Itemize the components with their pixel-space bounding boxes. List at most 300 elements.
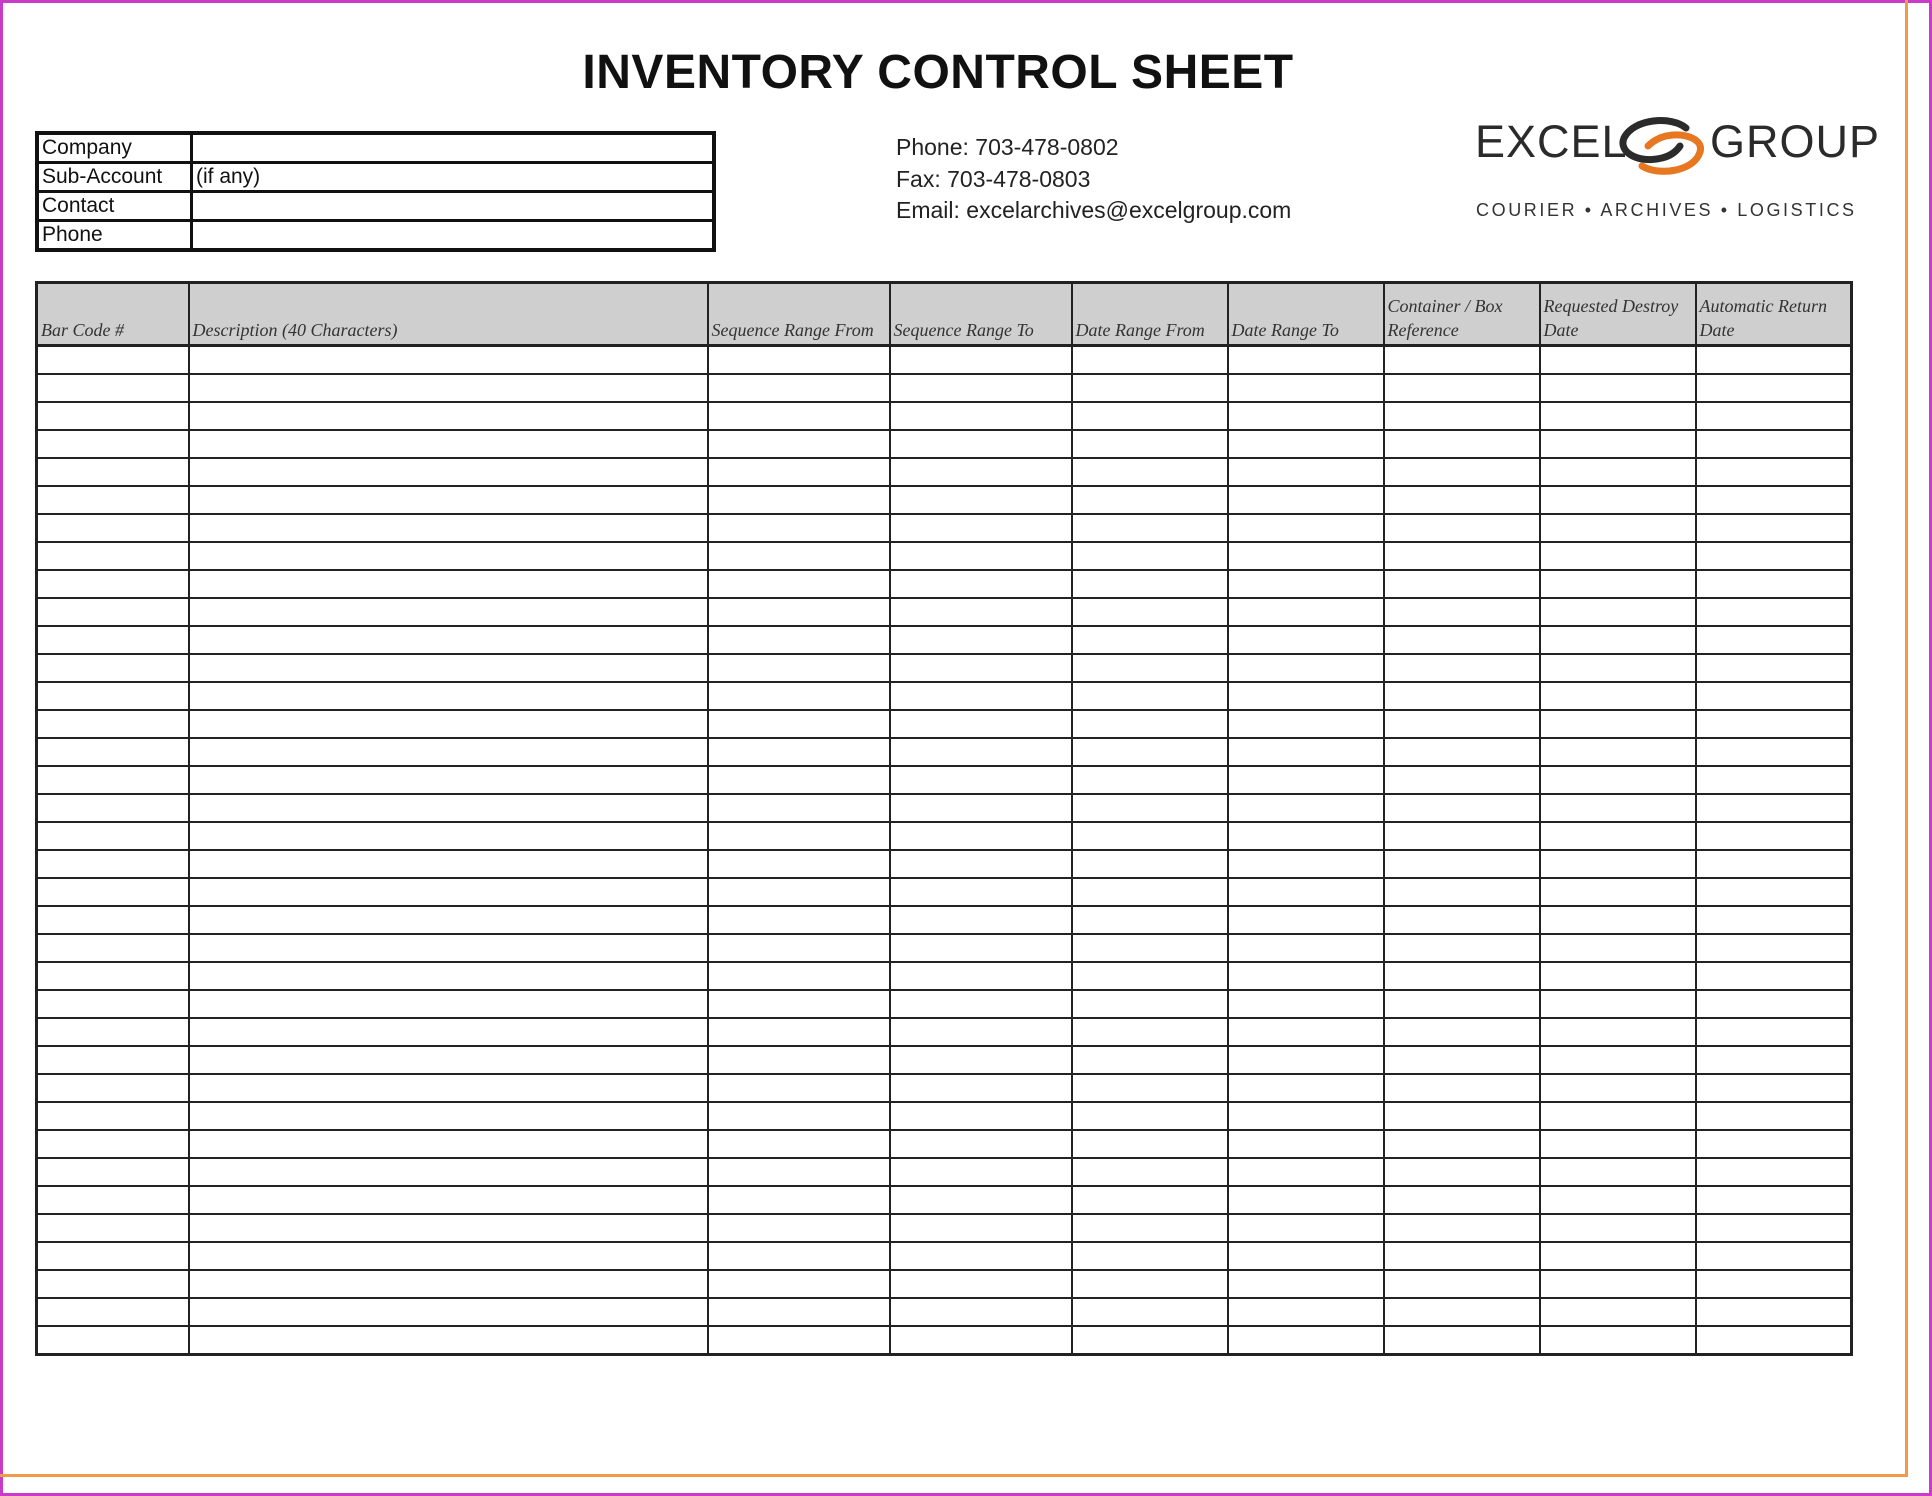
table-cell[interactable]: [37, 766, 189, 794]
table-cell[interactable]: [1228, 962, 1384, 990]
table-cell[interactable]: [708, 542, 890, 570]
table-cell[interactable]: [1228, 1242, 1384, 1270]
table-cell[interactable]: [189, 514, 708, 542]
table-cell[interactable]: [37, 878, 189, 906]
table-cell[interactable]: [189, 374, 708, 402]
table-cell[interactable]: [890, 934, 1072, 962]
table-cell[interactable]: [890, 1214, 1072, 1242]
table-cell[interactable]: [1228, 1298, 1384, 1326]
table-cell[interactable]: [708, 514, 890, 542]
table-cell[interactable]: [189, 1018, 708, 1046]
table-cell[interactable]: [708, 1214, 890, 1242]
table-cell[interactable]: [1384, 738, 1540, 766]
table-cell[interactable]: [1540, 374, 1696, 402]
table-cell[interactable]: [1384, 346, 1540, 375]
table-cell[interactable]: [1696, 598, 1852, 626]
table-cell[interactable]: [708, 458, 890, 486]
table-cell[interactable]: [1228, 766, 1384, 794]
table-cell[interactable]: [37, 570, 189, 598]
table-cell[interactable]: [37, 1130, 189, 1158]
table-cell[interactable]: [1384, 654, 1540, 682]
table-cell[interactable]: [1696, 682, 1852, 710]
table-cell[interactable]: [1384, 626, 1540, 654]
table-cell[interactable]: [1696, 1046, 1852, 1074]
table-cell[interactable]: [1540, 626, 1696, 654]
table-cell[interactable]: [890, 542, 1072, 570]
table-cell[interactable]: [37, 794, 189, 822]
table-cell[interactable]: [1072, 1298, 1228, 1326]
table-cell[interactable]: [708, 962, 890, 990]
table-cell[interactable]: [890, 682, 1072, 710]
table-cell[interactable]: [1540, 850, 1696, 878]
table-cell[interactable]: [37, 934, 189, 962]
table-cell[interactable]: [37, 1214, 189, 1242]
table-cell[interactable]: [1540, 514, 1696, 542]
table-cell[interactable]: [890, 514, 1072, 542]
table-cell[interactable]: [1072, 1214, 1228, 1242]
table-cell[interactable]: [1384, 1074, 1540, 1102]
table-cell[interactable]: [37, 542, 189, 570]
table-cell[interactable]: [890, 402, 1072, 430]
table-cell[interactable]: [1540, 598, 1696, 626]
table-cell[interactable]: [1228, 1158, 1384, 1186]
table-cell[interactable]: [1696, 374, 1852, 402]
table-cell[interactable]: [890, 486, 1072, 514]
company-field[interactable]: [192, 133, 715, 163]
table-cell[interactable]: [1072, 514, 1228, 542]
table-cell[interactable]: [1072, 738, 1228, 766]
table-cell[interactable]: [708, 430, 890, 458]
table-cell[interactable]: [1228, 514, 1384, 542]
table-cell[interactable]: [1540, 962, 1696, 990]
table-cell[interactable]: [37, 710, 189, 738]
table-cell[interactable]: [37, 430, 189, 458]
table-cell[interactable]: [189, 486, 708, 514]
table-cell[interactable]: [189, 1186, 708, 1214]
table-cell[interactable]: [189, 850, 708, 878]
table-cell[interactable]: [1384, 1130, 1540, 1158]
table-cell[interactable]: [890, 1018, 1072, 1046]
table-cell[interactable]: [1072, 1242, 1228, 1270]
table-cell[interactable]: [1072, 374, 1228, 402]
table-cell[interactable]: [1072, 626, 1228, 654]
contact-field[interactable]: [192, 192, 715, 221]
table-cell[interactable]: [1228, 850, 1384, 878]
table-cell[interactable]: [37, 654, 189, 682]
table-cell[interactable]: [37, 1018, 189, 1046]
table-cell[interactable]: [189, 654, 708, 682]
table-cell[interactable]: [1696, 1102, 1852, 1130]
table-cell[interactable]: [37, 962, 189, 990]
table-cell[interactable]: [708, 626, 890, 654]
table-cell[interactable]: [1540, 1186, 1696, 1214]
table-cell[interactable]: [1696, 990, 1852, 1018]
table-cell[interactable]: [890, 570, 1072, 598]
table-cell[interactable]: [1540, 822, 1696, 850]
table-cell[interactable]: [890, 1130, 1072, 1158]
table-cell[interactable]: [1384, 1158, 1540, 1186]
table-cell[interactable]: [1072, 1130, 1228, 1158]
table-cell[interactable]: [37, 514, 189, 542]
table-cell[interactable]: [708, 682, 890, 710]
table-cell[interactable]: [1384, 570, 1540, 598]
table-cell[interactable]: [708, 850, 890, 878]
table-cell[interactable]: [189, 1102, 708, 1130]
table-cell[interactable]: [1228, 1046, 1384, 1074]
table-cell[interactable]: [1696, 1270, 1852, 1298]
table-cell[interactable]: [1696, 962, 1852, 990]
table-cell[interactable]: [189, 822, 708, 850]
table-cell[interactable]: [1072, 878, 1228, 906]
table-cell[interactable]: [189, 1270, 708, 1298]
table-cell[interactable]: [890, 766, 1072, 794]
table-cell[interactable]: [1540, 1074, 1696, 1102]
table-cell[interactable]: [1384, 1242, 1540, 1270]
table-cell[interactable]: [1696, 402, 1852, 430]
table-cell[interactable]: [189, 402, 708, 430]
table-cell[interactable]: [890, 1270, 1072, 1298]
table-cell[interactable]: [1228, 1270, 1384, 1298]
table-cell[interactable]: [1228, 738, 1384, 766]
table-cell[interactable]: [37, 374, 189, 402]
table-cell[interactable]: [1072, 346, 1228, 375]
table-cell[interactable]: [890, 1046, 1072, 1074]
table-cell[interactable]: [189, 766, 708, 794]
table-cell[interactable]: [1540, 906, 1696, 934]
table-cell[interactable]: [1696, 850, 1852, 878]
table-cell[interactable]: [1072, 1102, 1228, 1130]
table-cell[interactable]: [1228, 794, 1384, 822]
table-cell[interactable]: [708, 906, 890, 934]
table-cell[interactable]: [37, 346, 189, 375]
table-cell[interactable]: [890, 458, 1072, 486]
table-cell[interactable]: [1696, 1018, 1852, 1046]
table-cell[interactable]: [1384, 682, 1540, 710]
table-cell[interactable]: [1384, 402, 1540, 430]
table-cell[interactable]: [1540, 1326, 1696, 1355]
table-cell[interactable]: [1540, 1270, 1696, 1298]
table-cell[interactable]: [1384, 850, 1540, 878]
table-cell[interactable]: [1228, 682, 1384, 710]
table-cell[interactable]: [1228, 1186, 1384, 1214]
table-cell[interactable]: [37, 990, 189, 1018]
table-cell[interactable]: [1384, 990, 1540, 1018]
table-cell[interactable]: [189, 570, 708, 598]
phone-field[interactable]: [192, 221, 715, 251]
table-cell[interactable]: [189, 794, 708, 822]
table-cell[interactable]: [1072, 850, 1228, 878]
table-cell[interactable]: [189, 962, 708, 990]
table-cell[interactable]: [890, 1158, 1072, 1186]
table-cell[interactable]: [1072, 906, 1228, 934]
table-cell[interactable]: [1228, 486, 1384, 514]
table-cell[interactable]: [890, 654, 1072, 682]
table-cell[interactable]: [1696, 1158, 1852, 1186]
table-cell[interactable]: [1696, 1326, 1852, 1355]
table-cell[interactable]: [1540, 682, 1696, 710]
table-cell[interactable]: [189, 906, 708, 934]
table-cell[interactable]: [1228, 346, 1384, 375]
table-cell[interactable]: [1696, 570, 1852, 598]
table-cell[interactable]: [37, 598, 189, 626]
table-cell[interactable]: [708, 570, 890, 598]
table-cell[interactable]: [890, 962, 1072, 990]
table-cell[interactable]: [189, 1298, 708, 1326]
table-cell[interactable]: [1228, 1102, 1384, 1130]
table-cell[interactable]: [1072, 1046, 1228, 1074]
table-cell[interactable]: [189, 346, 708, 375]
table-cell[interactable]: [37, 906, 189, 934]
table-cell[interactable]: [37, 626, 189, 654]
table-cell[interactable]: [890, 794, 1072, 822]
table-cell[interactable]: [1072, 1074, 1228, 1102]
table-cell[interactable]: [890, 1326, 1072, 1355]
table-cell[interactable]: [708, 1270, 890, 1298]
table-cell[interactable]: [1540, 402, 1696, 430]
table-cell[interactable]: [1696, 654, 1852, 682]
table-cell[interactable]: [1696, 486, 1852, 514]
table-cell[interactable]: [708, 1130, 890, 1158]
table-cell[interactable]: [189, 626, 708, 654]
table-cell[interactable]: [1228, 626, 1384, 654]
table-cell[interactable]: [1540, 1046, 1696, 1074]
table-cell[interactable]: [1696, 1130, 1852, 1158]
table-cell[interactable]: [189, 1326, 708, 1355]
table-cell[interactable]: [1384, 542, 1540, 570]
table-cell[interactable]: [37, 738, 189, 766]
table-cell[interactable]: [1072, 934, 1228, 962]
table-cell[interactable]: [1696, 1298, 1852, 1326]
table-cell[interactable]: [1384, 822, 1540, 850]
table-cell[interactable]: [37, 850, 189, 878]
table-cell[interactable]: [189, 710, 708, 738]
table-cell[interactable]: [1540, 766, 1696, 794]
table-cell[interactable]: [1072, 402, 1228, 430]
table-cell[interactable]: [1384, 374, 1540, 402]
table-cell[interactable]: [708, 710, 890, 738]
table-cell[interactable]: [189, 682, 708, 710]
table-cell[interactable]: [1072, 682, 1228, 710]
table-cell[interactable]: [1072, 486, 1228, 514]
table-cell[interactable]: [1228, 1074, 1384, 1102]
table-cell[interactable]: [1540, 1130, 1696, 1158]
table-cell[interactable]: [708, 374, 890, 402]
table-cell[interactable]: [189, 598, 708, 626]
table-cell[interactable]: [708, 1186, 890, 1214]
table-cell[interactable]: [1228, 1326, 1384, 1355]
table-cell[interactable]: [1384, 878, 1540, 906]
table-cell[interactable]: [37, 1270, 189, 1298]
table-cell[interactable]: [1072, 1158, 1228, 1186]
table-cell[interactable]: [708, 1074, 890, 1102]
table-cell[interactable]: [1228, 430, 1384, 458]
table-cell[interactable]: [1072, 794, 1228, 822]
table-cell[interactable]: [1540, 570, 1696, 598]
table-cell[interactable]: [1228, 654, 1384, 682]
table-cell[interactable]: [890, 878, 1072, 906]
table-cell[interactable]: [1540, 1018, 1696, 1046]
table-cell[interactable]: [1696, 906, 1852, 934]
table-cell[interactable]: [189, 430, 708, 458]
table-cell[interactable]: [37, 682, 189, 710]
table-cell[interactable]: [37, 1242, 189, 1270]
table-cell[interactable]: [890, 1186, 1072, 1214]
table-cell[interactable]: [1540, 654, 1696, 682]
table-cell[interactable]: [708, 794, 890, 822]
table-cell[interactable]: [890, 626, 1072, 654]
table-cell[interactable]: [1072, 1270, 1228, 1298]
table-cell[interactable]: [708, 1298, 890, 1326]
table-cell[interactable]: [1384, 1214, 1540, 1242]
table-cell[interactable]: [1696, 542, 1852, 570]
table-cell[interactable]: [1696, 1074, 1852, 1102]
table-cell[interactable]: [1072, 1326, 1228, 1355]
table-cell[interactable]: [890, 990, 1072, 1018]
table-cell[interactable]: [189, 1214, 708, 1242]
table-cell[interactable]: [890, 822, 1072, 850]
table-cell[interactable]: [1384, 934, 1540, 962]
table-cell[interactable]: [189, 458, 708, 486]
table-cell[interactable]: [1696, 794, 1852, 822]
table-cell[interactable]: [1540, 1242, 1696, 1270]
table-cell[interactable]: [1384, 1102, 1540, 1130]
table-cell[interactable]: [708, 654, 890, 682]
table-cell[interactable]: [1540, 1298, 1696, 1326]
table-cell[interactable]: [1228, 1214, 1384, 1242]
table-cell[interactable]: [890, 710, 1072, 738]
table-cell[interactable]: [1540, 1214, 1696, 1242]
table-cell[interactable]: [1228, 598, 1384, 626]
table-cell[interactable]: [189, 1046, 708, 1074]
table-cell[interactable]: [890, 430, 1072, 458]
table-cell[interactable]: [1696, 430, 1852, 458]
table-cell[interactable]: [1384, 766, 1540, 794]
table-cell[interactable]: [1696, 738, 1852, 766]
table-cell[interactable]: [189, 1242, 708, 1270]
table-cell[interactable]: [890, 906, 1072, 934]
table-cell[interactable]: [1696, 514, 1852, 542]
table-cell[interactable]: [1072, 458, 1228, 486]
table-cell[interactable]: [1072, 710, 1228, 738]
table-cell[interactable]: [37, 402, 189, 430]
table-cell[interactable]: [1228, 542, 1384, 570]
table-cell[interactable]: [1228, 822, 1384, 850]
table-cell[interactable]: [708, 402, 890, 430]
table-cell[interactable]: [708, 822, 890, 850]
table-cell[interactable]: [189, 878, 708, 906]
table-cell[interactable]: [1384, 1186, 1540, 1214]
table-cell[interactable]: [1696, 710, 1852, 738]
table-cell[interactable]: [1540, 486, 1696, 514]
table-cell[interactable]: [1384, 514, 1540, 542]
table-cell[interactable]: [708, 486, 890, 514]
table-cell[interactable]: [1384, 710, 1540, 738]
table-cell[interactable]: [1540, 1102, 1696, 1130]
table-cell[interactable]: [189, 934, 708, 962]
table-cell[interactable]: [189, 1158, 708, 1186]
table-cell[interactable]: [37, 1298, 189, 1326]
table-cell[interactable]: [1696, 458, 1852, 486]
table-cell[interactable]: [708, 1018, 890, 1046]
table-cell[interactable]: [1384, 486, 1540, 514]
table-cell[interactable]: [1228, 934, 1384, 962]
table-cell[interactable]: [1540, 710, 1696, 738]
table-cell[interactable]: [37, 1186, 189, 1214]
table-cell[interactable]: [890, 850, 1072, 878]
table-cell[interactable]: [1696, 934, 1852, 962]
table-cell[interactable]: [1540, 738, 1696, 766]
table-cell[interactable]: [1696, 626, 1852, 654]
table-cell[interactable]: [890, 598, 1072, 626]
table-cell[interactable]: [1072, 1018, 1228, 1046]
table-cell[interactable]: [37, 1102, 189, 1130]
table-cell[interactable]: [1540, 1158, 1696, 1186]
table-cell[interactable]: [1072, 570, 1228, 598]
table-cell[interactable]: [1384, 1046, 1540, 1074]
table-cell[interactable]: [1072, 654, 1228, 682]
table-cell[interactable]: [708, 766, 890, 794]
table-cell[interactable]: [189, 542, 708, 570]
table-cell[interactable]: [1072, 990, 1228, 1018]
table-cell[interactable]: [37, 822, 189, 850]
table-cell[interactable]: [1228, 1018, 1384, 1046]
table-cell[interactable]: [37, 1046, 189, 1074]
table-cell[interactable]: [890, 1102, 1072, 1130]
table-cell[interactable]: [1540, 430, 1696, 458]
table-cell[interactable]: [1540, 878, 1696, 906]
table-cell[interactable]: [1228, 402, 1384, 430]
table-cell[interactable]: [1072, 1186, 1228, 1214]
table-cell[interactable]: [1384, 962, 1540, 990]
table-cell[interactable]: [1072, 542, 1228, 570]
table-cell[interactable]: [708, 934, 890, 962]
table-cell[interactable]: [37, 1074, 189, 1102]
table-cell[interactable]: [1696, 1242, 1852, 1270]
table-cell[interactable]: [1228, 710, 1384, 738]
table-cell[interactable]: [1228, 1130, 1384, 1158]
table-cell[interactable]: [37, 486, 189, 514]
table-cell[interactable]: [708, 990, 890, 1018]
table-cell[interactable]: [189, 990, 708, 1018]
table-cell[interactable]: [1072, 766, 1228, 794]
table-cell[interactable]: [890, 1298, 1072, 1326]
table-cell[interactable]: [1384, 794, 1540, 822]
table-cell[interactable]: [1384, 906, 1540, 934]
table-cell[interactable]: [1696, 346, 1852, 375]
table-cell[interactable]: [890, 1242, 1072, 1270]
table-cell[interactable]: [708, 878, 890, 906]
table-cell[interactable]: [1228, 374, 1384, 402]
table-cell[interactable]: [1540, 794, 1696, 822]
table-cell[interactable]: [1228, 906, 1384, 934]
table-cell[interactable]: [1228, 990, 1384, 1018]
table-cell[interactable]: [1228, 458, 1384, 486]
table-cell[interactable]: [708, 1326, 890, 1355]
table-cell[interactable]: [708, 1242, 890, 1270]
table-cell[interactable]: [890, 346, 1072, 375]
table-cell[interactable]: [37, 458, 189, 486]
table-cell[interactable]: [37, 1158, 189, 1186]
table-cell[interactable]: [1696, 878, 1852, 906]
table-cell[interactable]: [189, 1130, 708, 1158]
table-cell[interactable]: [1072, 598, 1228, 626]
table-cell[interactable]: [1072, 822, 1228, 850]
table-cell[interactable]: [708, 346, 890, 375]
table-cell[interactable]: [708, 1158, 890, 1186]
table-cell[interactable]: [1384, 1270, 1540, 1298]
table-cell[interactable]: [1072, 962, 1228, 990]
table-cell[interactable]: [189, 738, 708, 766]
